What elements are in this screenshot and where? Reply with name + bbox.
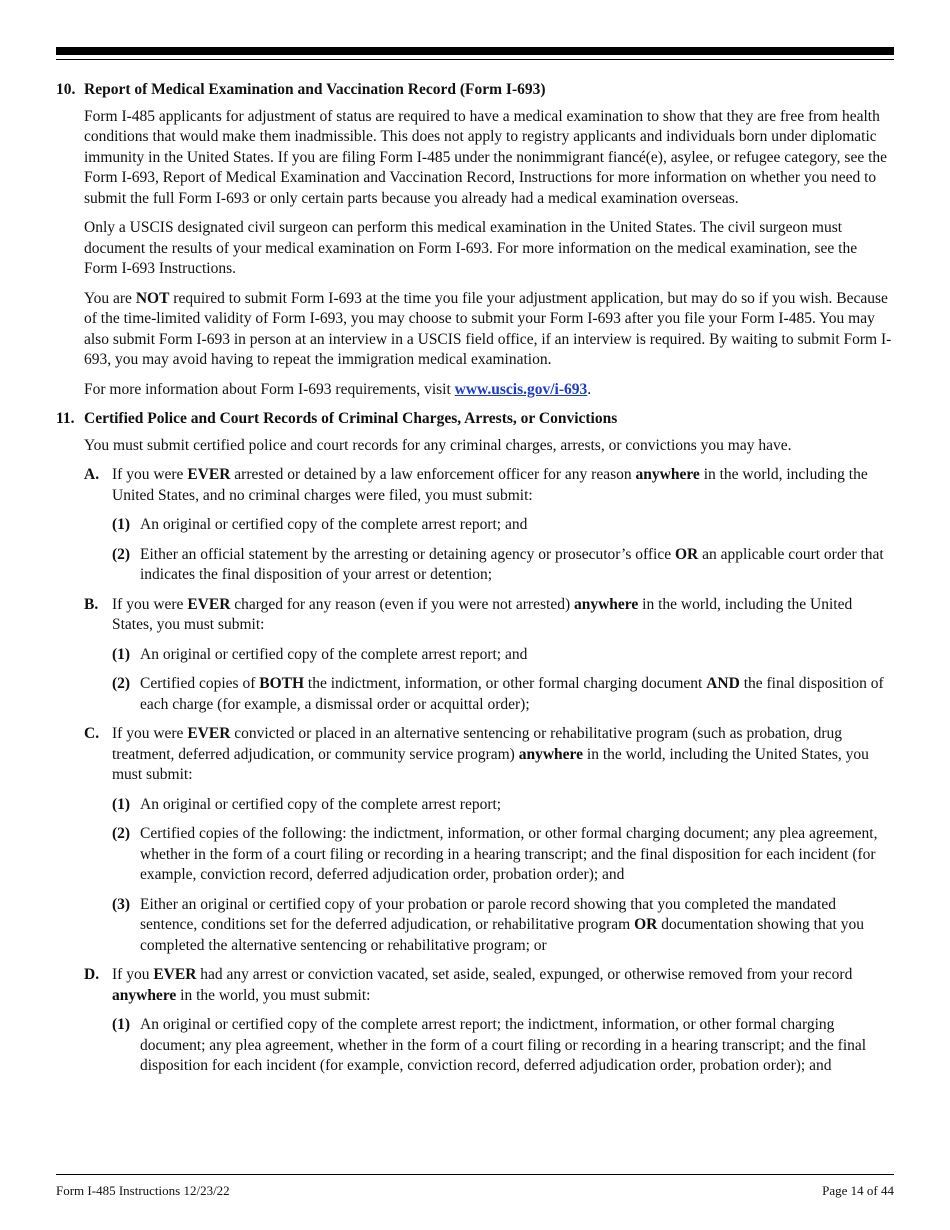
sub-item: (1) An original or certified copy of the complete arrest report; and (140, 645, 894, 666)
sub-item-label: (2) (112, 825, 131, 842)
footer-form-info: Form I-485 Instructions 12/23/22 (56, 1183, 230, 1198)
sub-item-label: (1) (112, 1016, 131, 1033)
item-label: B. (84, 595, 99, 613)
sub-item-label: (3) (112, 895, 131, 913)
section-number: 10. (56, 81, 76, 98)
item-label: C. (84, 725, 100, 742)
sub-item: (2) Certified copies of BOTH the indictment, information, or other formal charging document AND the final disposition of each charge (for example, a dismissal order or acquittal order); (112, 675, 884, 713)
paragraph: You must submit certified police and court records for any criminal charges, arrests, or convictions you may have. (84, 436, 792, 454)
paragraph: Only a USCIS designated civil surgeon can perform this medical examination in the United States. The civil surgeon must document the results of your medical examination on Form I-693. For more information on the medical examination, see the Form I-693 Instructions. (84, 219, 858, 277)
sub-item: (2) Certified copies of the following: the indictment, information, or other formal charging document; any plea agreement, whether in the form of a court filing or recording in a hearing transcript; and the final disposition for each incident (for example, conviction record, deferred adjudication order, probation order); and (112, 825, 878, 883)
paragraph: Form I-485 applicants for adjustment of status are required to have a medical examination to show that they are free from health conditions that would make them inadmissible. This does not apply to registry applicants and individuals born under diplomatic immunity in the United States. If you are filing Form I-485 under the nonimmigrant fiancé(e), asylee, or refugee category, see the Form I-693, Report of Medical Examination and Vaccination Record, Instructions for more information on whether you need to submit the full Form I-693 or only certain parts because you already had a medical examination overseas. (84, 107, 888, 207)
list-item-b: B. If you were EVER charged for any reason (even if you were not arrested) anywhere in the world, including the United States, you must submit: (84, 595, 853, 633)
sub-item-label: (1) (112, 645, 131, 663)
paragraph: You are NOT required to submit Form I-693 at the time you file your adjustment application, but may do so if you wish. Because of the time-limited validity of Form I-693, you may choose to submit your Form I-693 after you file your Form I-485. You may also submit Form I-693 in person at an interview in a USCIS field office, if an interview is required. By waiting to submit Form I-693, you may avoid having to repeat the immigration medical examination. (84, 289, 892, 368)
section-number: 11. (56, 410, 75, 427)
section-title: Report of Medical Examination and Vaccination Record (Form I-693) (84, 81, 546, 98)
sub-item-label: (2) (112, 675, 131, 692)
sub-item: (1) An original or certified copy of the complete arrest report; (140, 795, 894, 816)
list-item-a: A. If you were EVER arrested or detained by a law enforcement officer for any reason anywhere in the world, including the United States, and no criminal charges were filed, you must submit: (84, 466, 868, 504)
section-title: Certified Police and Court Records of Criminal Charges, Arrests, or Convictions (84, 410, 618, 427)
header-thin-rule (56, 59, 894, 60)
sub-item: (2) Either an official statement by the arresting or detaining agency or prosecutor’s office OR an applicable court order that indicates the final disposition of your arrest or detention; (112, 545, 884, 583)
footer-page-number: Page 14 of 44 (822, 1183, 894, 1198)
page-body (56, 80, 894, 1086)
footer-rule (56, 1174, 894, 1175)
sub-item: (1) An original or certified copy of the complete arrest report; and (140, 515, 894, 536)
list-item-c: C. If you were EVER convicted or placed in an alternative sentencing or rehabilitative program (such as probation, drug treatment, deferred adjudication, or community service program) anywhere in the world, including the United States, you must submit: (84, 725, 869, 783)
sub-item-label: (1) (112, 516, 131, 533)
sub-item: (1) An original or certified copy of the complete arrest report; the indictment, information, or other formal charging document; any plea agreement, whether in the form of a court filing or recording in a hearing transcript; and the final disposition for each incident (for example, conviction record, deferred adjudication order, probation order); and (112, 1016, 867, 1074)
item-label: A. (84, 466, 100, 483)
uscis-i693-link[interactable]: www.uscis.gov/i-693 (454, 380, 588, 398)
list-item-d: D. If you EVER had any arrest or conviction vacated, set aside, sealed, expunged, or otherwise removed from your record anywhere in the world, you must submit: (84, 966, 853, 1004)
sub-item-label: (1) (112, 795, 131, 813)
paragraph: For more information about Form I-693 requirements, visit www.uscis.gov/i-693. (84, 380, 592, 398)
header-thick-rule (56, 47, 894, 55)
section-10-heading (56, 80, 894, 101)
section-11-heading (56, 409, 894, 430)
sub-item-label: (2) (112, 545, 131, 563)
sub-item: (3) Either an original or certified copy of your probation or parole record showing that you completed the mandated sentence, conditions set for the deferred adjudication, or rehabilitative program OR documentation showing that you completed the alternative sentencing or rehabilitative program; or (112, 895, 864, 954)
item-label: D. (84, 966, 100, 983)
